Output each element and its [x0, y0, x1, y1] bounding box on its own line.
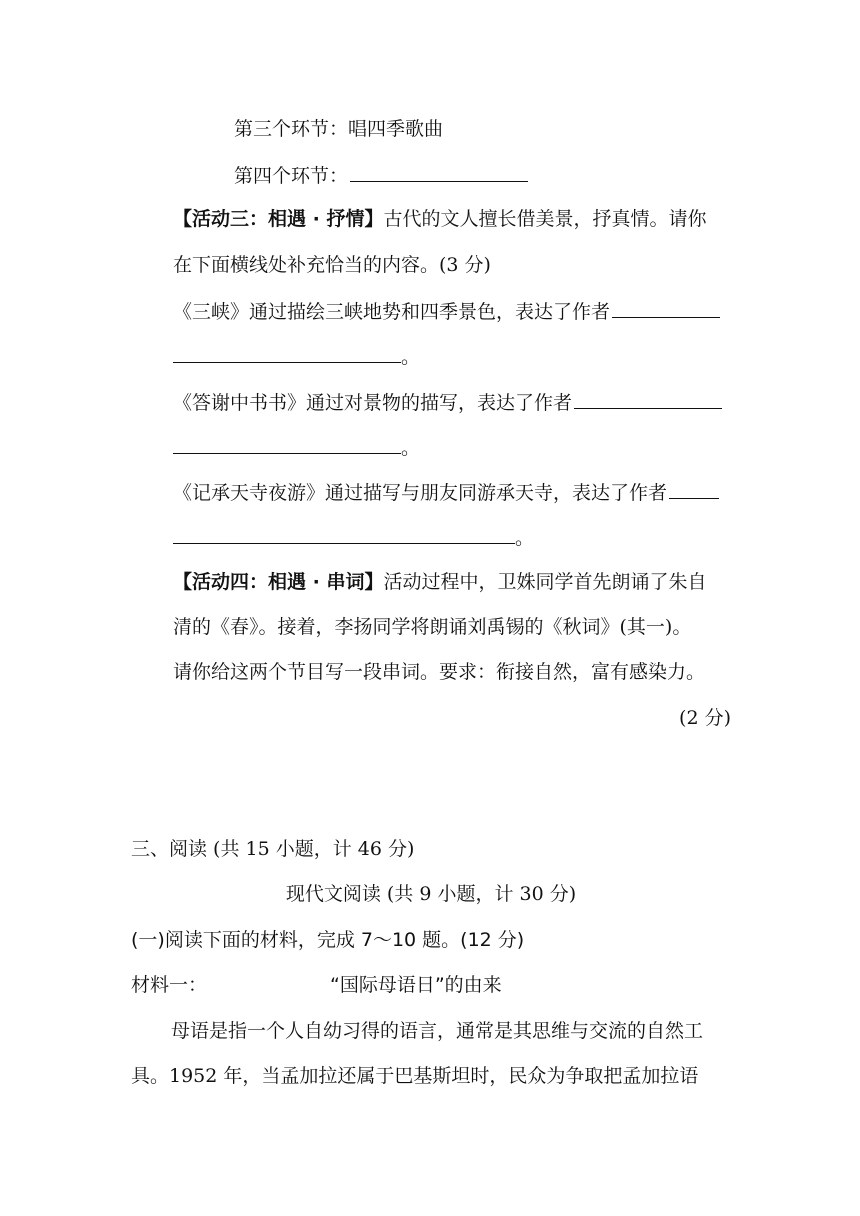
sanxia-answer-blank-2[interactable] — [173, 342, 401, 363]
question-daxie-text: 《答谢中书书》通过对景物的描写，表达了作者 — [173, 392, 573, 414]
chengtiansi-answer-blank-2[interactable] — [173, 523, 515, 544]
question-sanxia-text: 《三峡》通过描绘三峡地势和四季景色，表达了作者 — [173, 301, 611, 323]
step4-label: 第四个环节： — [234, 165, 349, 187]
material1-para-line2: 具。1952 年，当孟加拉还属于巴基斯坦时，民众为争取把孟加拉语 — [131, 1065, 699, 1087]
activity4-line1 — [173, 569, 706, 595]
daxie-answer-blank-1[interactable] — [574, 388, 722, 409]
question-chengtiansi-text: 《记承天寺夜游》通过描写与朋友同游承天寺，表达了作者 — [173, 482, 668, 504]
period-mark: 。 — [401, 346, 421, 368]
question-daxie-cont — [173, 433, 420, 461]
step3-text: 第三个环节：唱四季歌曲 — [234, 118, 444, 140]
question-daxie — [173, 388, 722, 416]
activity3-line1 — [173, 206, 706, 232]
period-mark: 。 — [515, 527, 535, 549]
sanxia-answer-blank-1[interactable] — [612, 297, 720, 318]
activity3-line2: 在下面横线处补充恰当的内容。(3 分) — [173, 254, 491, 276]
modern-reading-heading: 现代文阅读 (共 9 小题，计 30 分) — [285, 883, 577, 905]
step4-line — [234, 161, 528, 189]
activity4-title: 【活动四：相遇 · 串词】 — [173, 571, 384, 593]
period-mark: 。 — [401, 437, 421, 459]
activity4-score: (2 分) — [679, 707, 731, 729]
activity3-text: 古代的文人擅长借美景，抒真情。请你 — [383, 208, 707, 230]
activity4-line2: 清的《春》。接着，李扬同学将朗诵刘禹锡的《秋词》(其一)。 — [173, 616, 692, 638]
activity3-title: 【活动三：相遇 · 抒情】 — [173, 208, 384, 230]
question-sanxia — [173, 297, 720, 325]
activity4-text: 活动过程中，卫姝同学首先朗诵了朱自 — [383, 571, 707, 593]
material1-para-line1: 母语是指一个人自幼习得的语言，通常是其思维与交流的自然工 — [171, 1020, 704, 1042]
question-chengtiansi — [173, 478, 719, 506]
chengtiansi-answer-blank-1[interactable] — [669, 478, 719, 499]
question-sanxia-cont — [173, 342, 420, 370]
step4-answer-blank[interactable] — [350, 161, 528, 182]
activity4-line3: 请你给这两个节目写一段串词。要求：衔接自然，富有感染力。 — [173, 661, 706, 683]
part1-instruction: (一)阅读下面的材料，完成 7～10 题。(12 分) — [131, 929, 525, 951]
material1-label: 材料一： — [131, 974, 208, 996]
question-chengtiansi-cont — [173, 523, 534, 551]
section3-heading: 三、阅读 (共 15 小题，计 46 分) — [131, 838, 415, 860]
material1-title: “国际母语日”的由来 — [330, 974, 502, 996]
daxie-answer-blank-2[interactable] — [173, 433, 401, 454]
